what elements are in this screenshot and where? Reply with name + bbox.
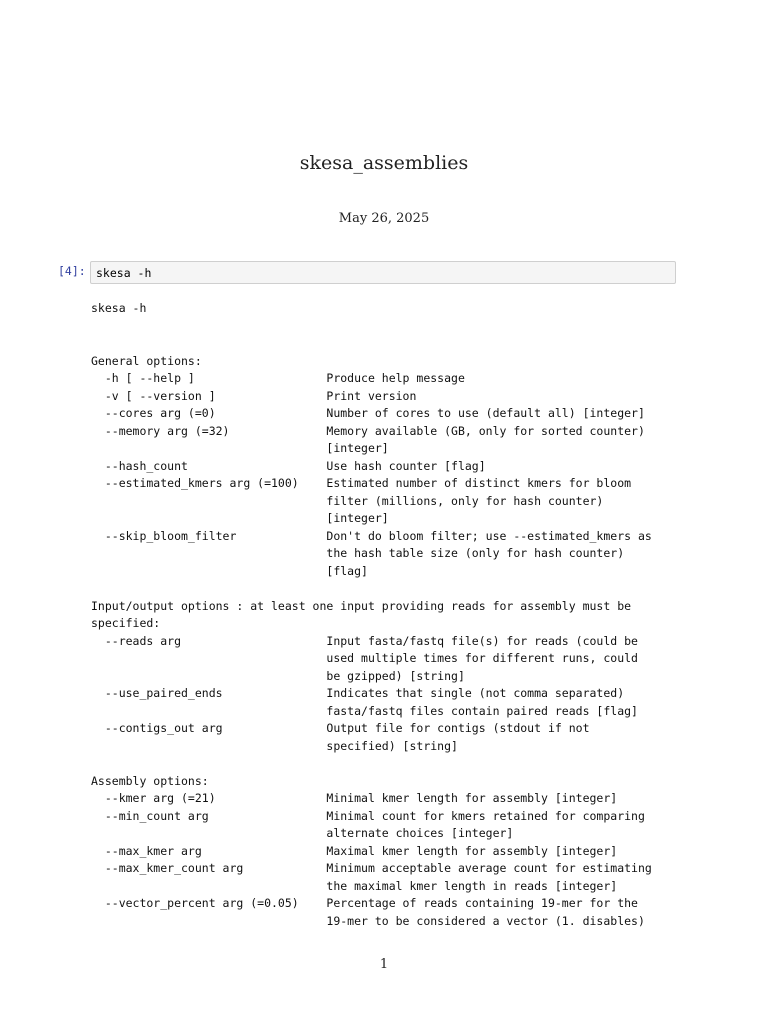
page-number: 1 (379, 957, 389, 972)
code-cell-input[interactable] (90, 261, 676, 284)
document-title: skesa_assemblies (299, 152, 469, 174)
cell-execution-prompt: [4]: (58, 264, 86, 278)
document-date: May 26, 2025 (338, 211, 430, 226)
code-cell-source: skesa -h (96, 266, 152, 280)
cell-output-text: skesa -h General options: -h [ --help ] Produce help message -v [ --version ] Print version --cores arg (=0) Number of cores to use (default all) [integer] --memory arg (=32) Memory available (GB, only for sorted counter) [integer] --hash_count Use hash counter [flag] --estimated_kmers arg (=100) Estimated number of distinct kmers for bloom filter (millions, only for hash counter) [integer] --skip_bloom_filter Don't do bloom filter; use --estimated_kmers as the hash table size (only for hash counter) [flag] Input/output options : at least one input providing reads for assembly must be specified: --reads arg Input fasta/fastq file(s) for reads (could be used multiple times for different runs, could be gzipped) [string] --use_paired_ends Indicates that single (not comma separated) fasta/fastq files contain paired reads [flag] --contigs_out arg Output file for contigs (stdout if not specified) [string] Assembly options: --kmer arg (=21) Minimal kmer length for assembly [integer] --min_count arg Minimal count for kmers retained for comparing alternate choices [integer] --max_kmer arg Maximal kmer length for assembly [integer] --max_kmer_count arg Minimum acceptable average count for estimating the maximal kmer length in reads [integer] --vector_percent arg (=0.05) Percentage of reads containing 19-mer for the 19-mer to be considered a vector (1. disables) (91, 301, 652, 928)
